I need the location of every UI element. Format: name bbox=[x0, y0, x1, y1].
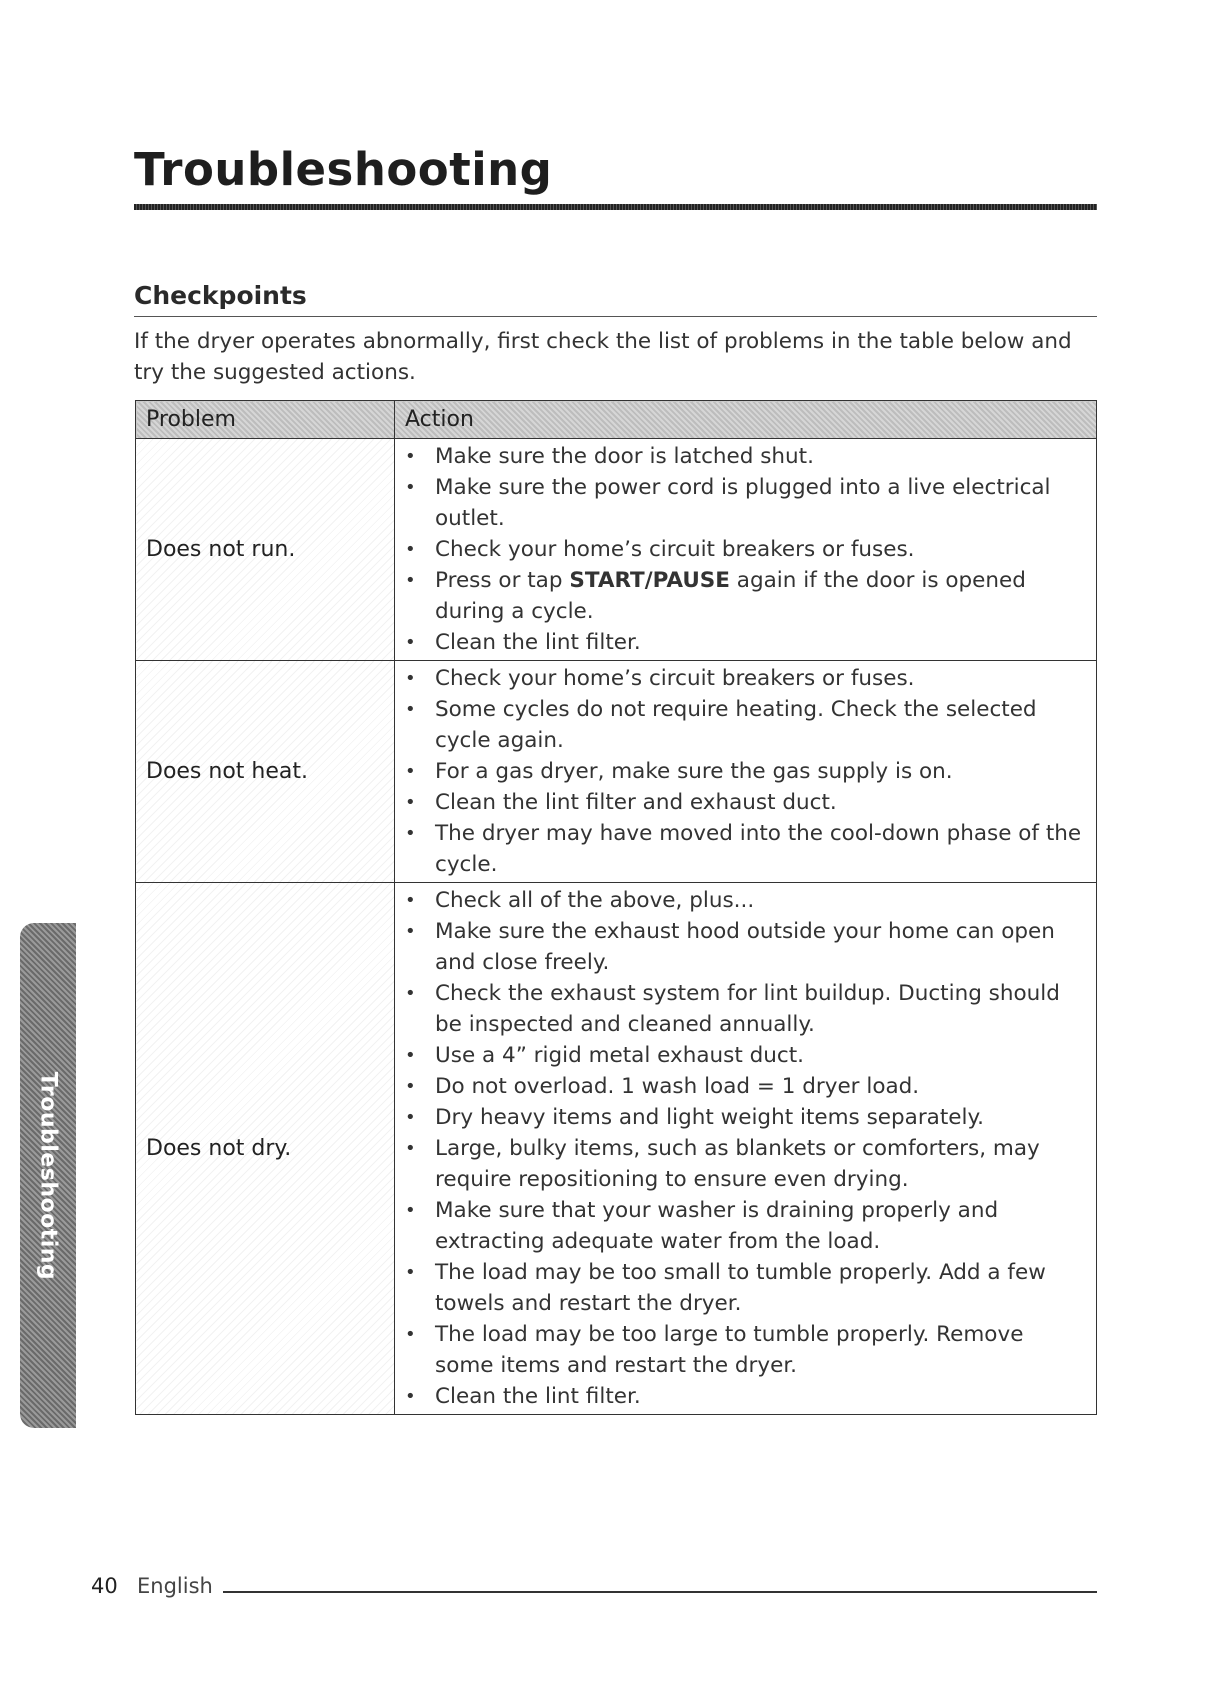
action-list bbox=[395, 441, 1088, 658]
page-number: 40 bbox=[91, 1574, 118, 1598]
action-item: • Make sure the door is latched shut. bbox=[395, 441, 1088, 472]
side-tab-label: Troubleshooting bbox=[35, 1071, 61, 1280]
action-item: • Use a 4” rigid metal exhaust duct. bbox=[395, 1040, 1088, 1071]
action-item: • Make sure the power cord is plugged into a live electrical outlet. bbox=[395, 472, 1088, 534]
action-item: • Check your home’s circuit breakers or fuses. bbox=[395, 663, 1088, 694]
action-item: • For a gas dryer, make sure the gas supply is on. bbox=[395, 756, 1088, 787]
page-language: English bbox=[137, 1574, 213, 1598]
chapter-side-tab[interactable] bbox=[20, 923, 76, 1428]
problem-cell: Does not heat. bbox=[136, 661, 395, 883]
action-item: • The load may be too small to tumble properly. Add a few towels and restart the dryer. bbox=[395, 1257, 1088, 1319]
start-pause-button-name: START/PAUSE bbox=[569, 568, 730, 593]
action-item: • The dryer may have moved into the cool-down phase of the cycle. bbox=[395, 818, 1088, 880]
problem-column-header: Problem bbox=[136, 401, 395, 439]
troubleshooting-table bbox=[135, 400, 1097, 1415]
table-row bbox=[136, 661, 1097, 883]
intro-paragraph: If the dryer operates abnormally, first check the list of problems in the table below and try the suggested actions. bbox=[134, 329, 1072, 385]
section-divider bbox=[134, 316, 1097, 317]
problem-cell: Does not run. bbox=[136, 439, 395, 661]
action-item: • Check all of the above, plus... bbox=[395, 885, 1088, 916]
action-column-header: Action bbox=[395, 401, 1097, 439]
table-row bbox=[136, 883, 1097, 1415]
action-item: • Clean the lint filter and exhaust duct. bbox=[395, 787, 1088, 818]
action-item: • Check the exhaust system for lint buildup. Ducting should be inspected and cleaned annually. bbox=[395, 978, 1088, 1040]
action-item: • Large, bulky items, such as blankets or comforters, may require repositioning to ensure even drying. bbox=[395, 1133, 1088, 1195]
action-list bbox=[395, 885, 1088, 1412]
action-item: • Press or tap START/PAUSE again if the door is opened during a cycle. bbox=[395, 565, 1088, 627]
action-cell bbox=[395, 883, 1097, 1415]
title-divider bbox=[134, 204, 1097, 210]
action-item: • Some cycles do not require heating. Check the selected cycle again. bbox=[395, 694, 1088, 756]
action-item: • Dry heavy items and light weight items separately. bbox=[395, 1102, 1088, 1133]
table-row bbox=[136, 439, 1097, 661]
problem-cell: Does not dry. bbox=[136, 883, 395, 1415]
action-item: • Do not overload. 1 wash load = 1 dryer load. bbox=[395, 1071, 1088, 1102]
action-cell bbox=[395, 661, 1097, 883]
section-title: Checkpoints bbox=[134, 281, 307, 310]
action-item: • Make sure that your washer is draining properly and extracting adequate water from the load. bbox=[395, 1195, 1088, 1257]
action-item: • Make sure the exhaust hood outside your home can open and close freely. bbox=[395, 916, 1088, 978]
footer-divider bbox=[223, 1591, 1097, 1593]
action-list bbox=[395, 663, 1088, 880]
action-item: • Clean the lint filter. bbox=[395, 627, 1088, 658]
page-footer bbox=[91, 1574, 1097, 1606]
action-cell bbox=[395, 439, 1097, 661]
action-item: • The load may be too large to tumble properly. Remove some items and restart the dryer. bbox=[395, 1319, 1088, 1381]
table-header-row bbox=[136, 401, 1097, 439]
page-title: Troubleshooting bbox=[134, 143, 553, 196]
action-item: • Clean the lint filter. bbox=[395, 1381, 1088, 1412]
action-item: • Check your home’s circuit breakers or fuses. bbox=[395, 534, 1088, 565]
